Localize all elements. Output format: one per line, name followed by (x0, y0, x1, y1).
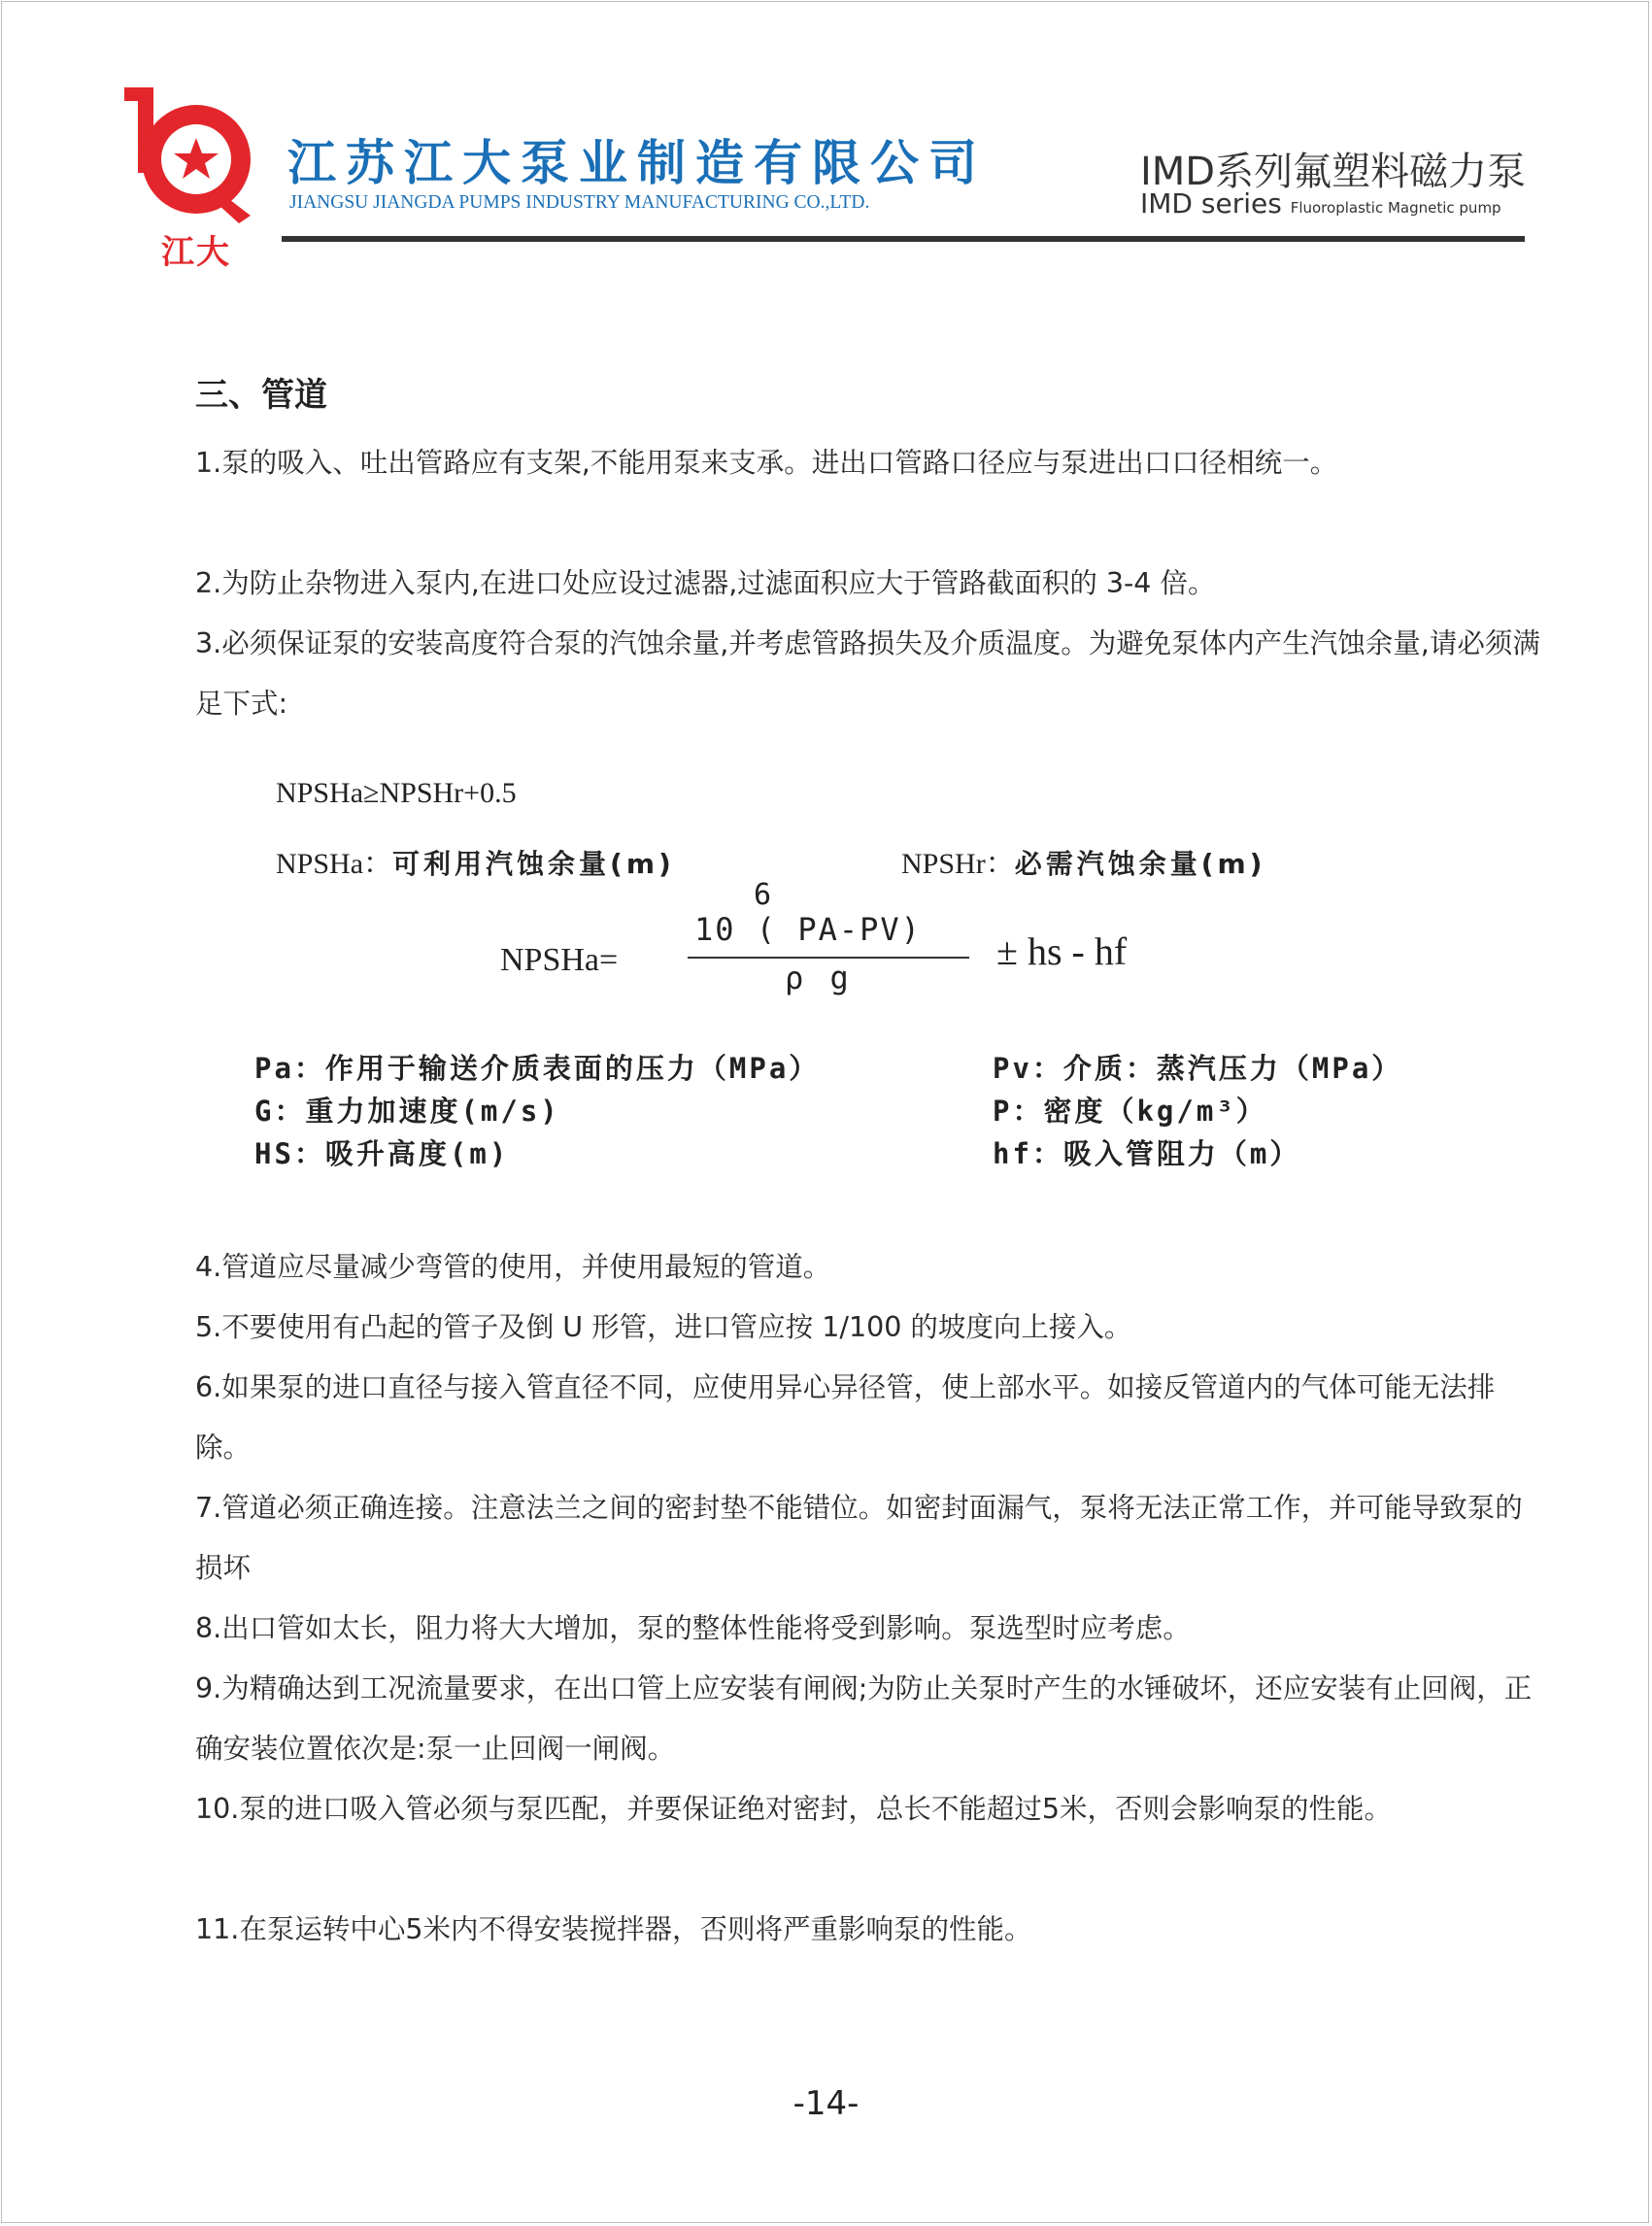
var-pa: Pa：作用于输送介质表面的压力（MPa） (254, 1052, 821, 1085)
formula-numerator: 10 ( PA-PV) (694, 911, 922, 948)
series-title-en-main: IMD series (1140, 187, 1282, 219)
page-number: -14- (792, 2084, 860, 2123)
paragraph-9: 9.为精确达到工况流量要求，在出口管上应安装有闸阀;为防止关泵时产生的水锤破坏，还应安装有止回阀，正确安装位置依次是:泵一止回阀一闸阀。 (195, 1672, 1533, 1765)
npshr-label-desc: 必需汽蚀余量(m) (1014, 848, 1266, 880)
npsha-label-key: NPSHa： (276, 848, 393, 880)
paragraph-2: 2.为防止杂物进入泵内,在进口处应设过滤器,过滤面积应大于管路截面积的 3-4 倍。 (195, 567, 1216, 599)
var-g: G：重力加速度(m/s) (254, 1095, 560, 1128)
series-title-en (1140, 187, 1501, 219)
paragraph-8: 8.出口管如太长，阻力将大大增加，泵的整体性能将受到影响。泵选型时应考虑。 (195, 1612, 1191, 1644)
var-hs: HS：吸升高度(m) (254, 1137, 510, 1170)
paragraph-3: 3.必须保证泵的安装高度符合泵的汽蚀余量,并考虑管路损失及介质温度。为避免泵体内产生汽蚀余量,请必须满足下式: (195, 627, 1540, 720)
paragraph-1: 1.泵的吸入、吐出管路应有支架,不能用泵来支承。进出口管路口径应与泵进出口口径相统一。 (195, 447, 1338, 479)
npshr-label-key: NPSHr： (901, 848, 1015, 880)
formula-denominator: ρ g (785, 960, 853, 996)
paragraph-4: 4.管道应尽量减少弯管的使用，并使用最短的管道。 (195, 1251, 831, 1283)
header-rule (282, 236, 1525, 242)
formula-lhs: NPSHa= (500, 942, 619, 978)
logo-text: 江大 (161, 233, 231, 272)
paragraph-7: 7.管道必须正确连接。注意法兰之间的密封垫不能错位。如密封面漏气，泵将无法正常工作，并可能导致泵的损坏 (195, 1492, 1523, 1584)
company-name-cn: 江苏江大泵业制造有限公司 (287, 134, 987, 191)
var-pv: Pv：介质：蒸汽压力（MPa） (993, 1052, 1403, 1085)
series-title-en-sub: Fluoroplastic Magnetic pump (1290, 199, 1501, 217)
paragraph-11: 11.在泵运转中心5米内不得安装搅拌器，否则将严重影响泵的性能。 (195, 1913, 1032, 1945)
npshr-label (901, 839, 1265, 882)
series-title-cn: IMD系列氟塑料磁力泵 (1140, 150, 1527, 194)
var-p: P：密度（kg/m³） (993, 1095, 1267, 1128)
var-hf: hf：吸入管阻力（m） (993, 1137, 1301, 1170)
formula-condition: NPSHa≥NPSHr+0.5 (276, 777, 517, 809)
paragraph-6: 6.如果泵的进口直径与接入管直径不同，应使用异心异径管，使上部水平。如接反管道内的气体可能无法排除。 (195, 1371, 1496, 1464)
npsha-label (276, 839, 675, 882)
paragraph-10: 10.泵的进口吸入管必须与泵匹配，并要保证绝对密封，总长不能超过5米，否则会影响泵的性能。 (195, 1793, 1392, 1825)
npsha-label-desc: 可利用汽蚀余量(m) (392, 848, 675, 880)
page-border (1, 1, 1649, 2223)
formula-tail: ± hs - hf (996, 929, 1128, 973)
company-logo (124, 84, 265, 272)
formula-exponent: 6 (754, 878, 772, 912)
paragraph-5: 5.不要使用有凸起的管子及倒 U 形管，进口管应按 1/100 的坡度向上接入。 (195, 1311, 1132, 1343)
fraction-line (688, 957, 969, 959)
company-name-en: JIANGSU JIANGDA PUMPS INDUSTRY MANUFACTURING CO.,LTD. (289, 192, 870, 213)
section-title: 三、管道 (195, 376, 327, 415)
